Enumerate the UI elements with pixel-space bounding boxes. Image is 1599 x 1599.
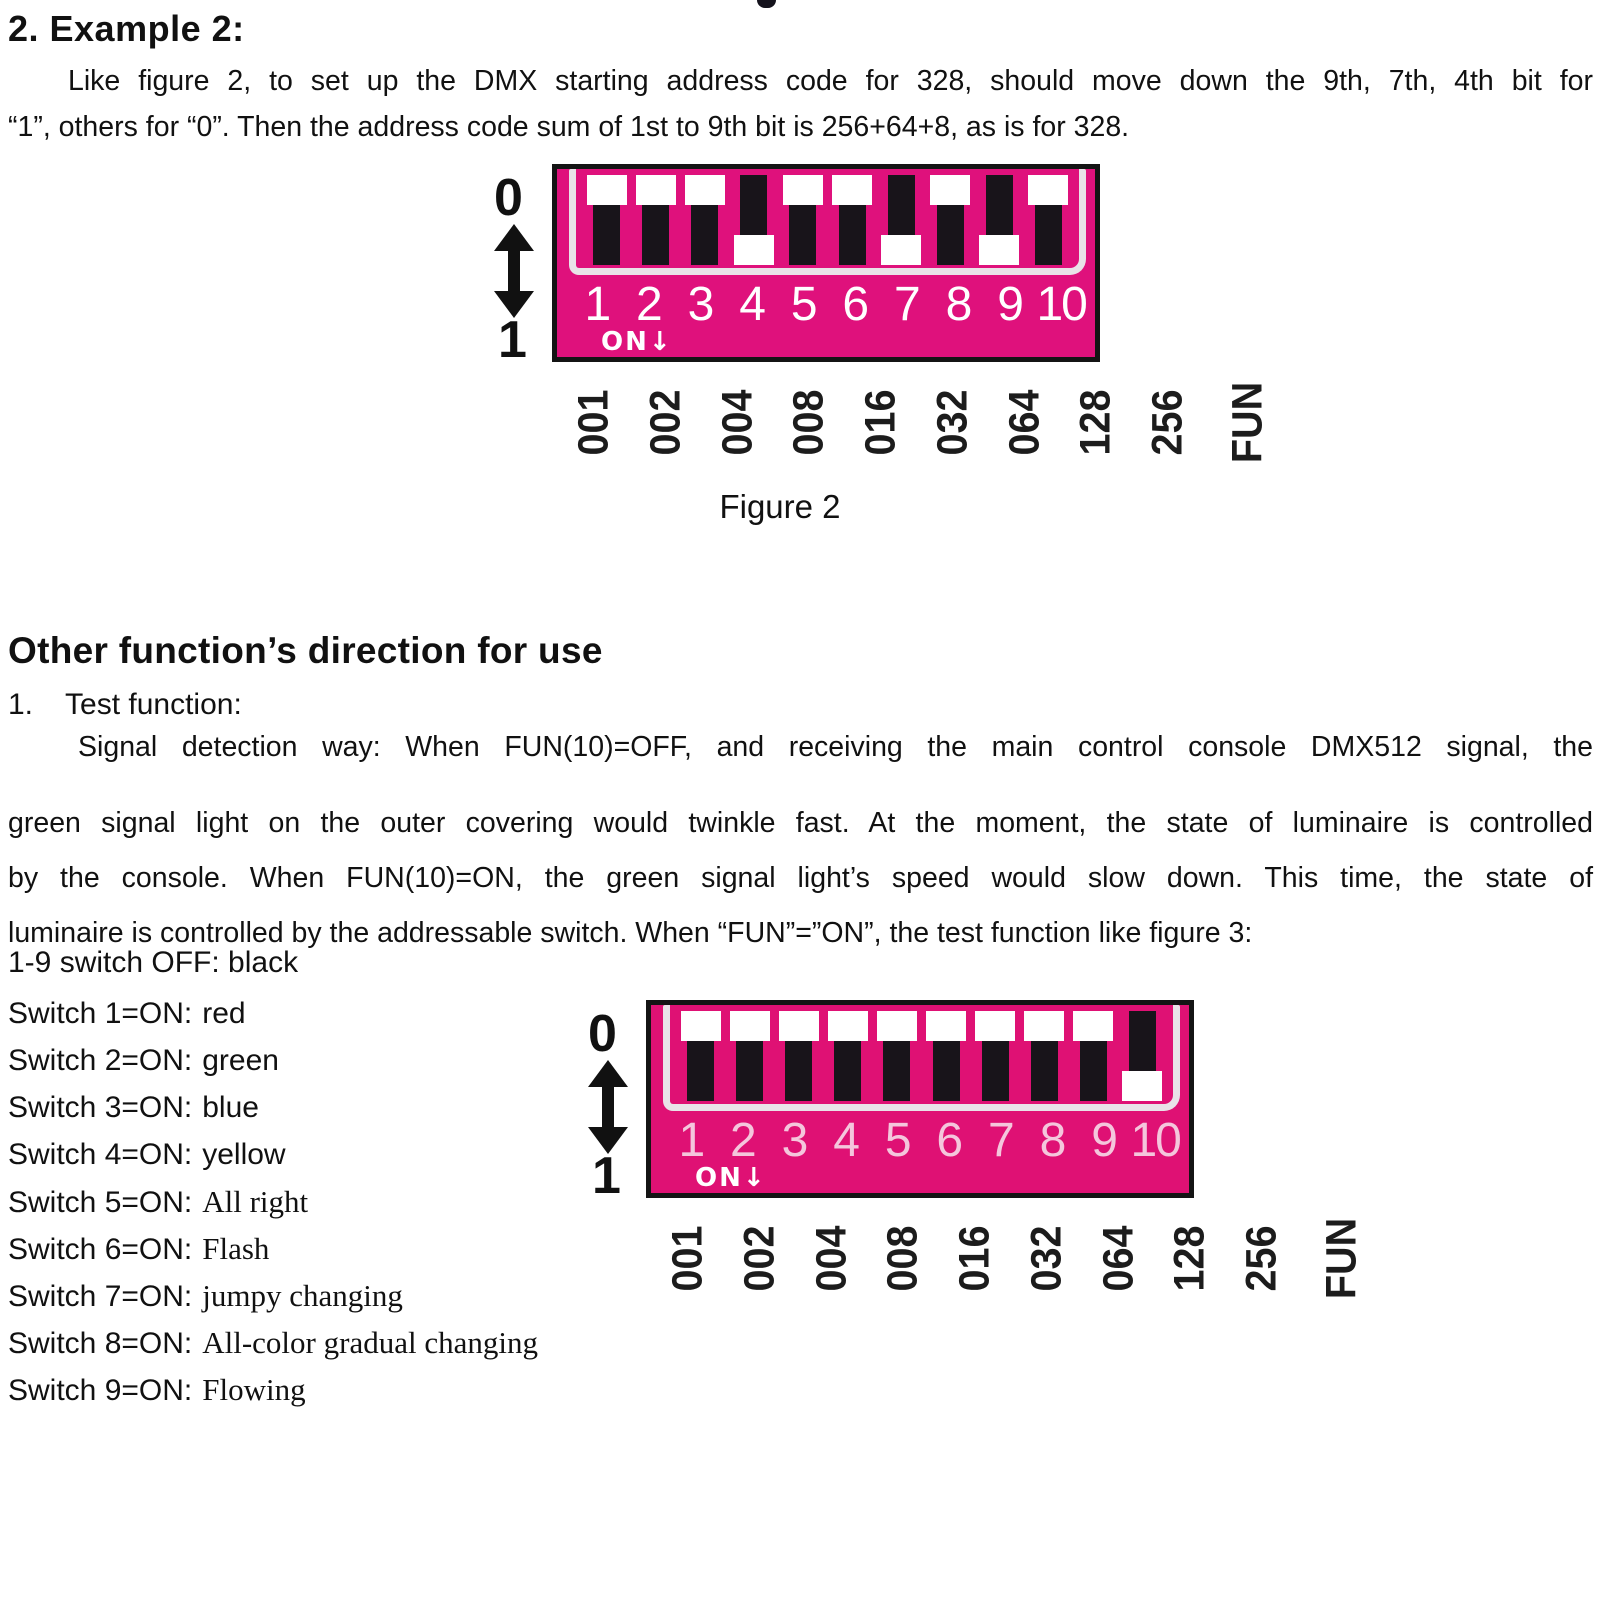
address-label: 064 — [999, 388, 1048, 456]
dip-switch-number: 4 — [833, 1114, 858, 1167]
switch-actuator — [834, 1041, 861, 1101]
dip-switch-number: 6 — [936, 1114, 962, 1167]
switch-actuator — [888, 175, 915, 235]
list-item-number: 1. — [8, 688, 34, 721]
address-label-cell — [1011, 1206, 1083, 1310]
switch-actuator — [1080, 1041, 1107, 1101]
list-item-title: Test function: — [65, 688, 242, 721]
switch-slot — [1024, 1011, 1064, 1041]
dip-switch-number: 9 — [997, 278, 1022, 331]
dip-switch-number: 3 — [687, 278, 713, 331]
switch-slot — [979, 235, 1019, 265]
address-label-cell — [917, 370, 989, 474]
figure-2-dip-diagram — [486, 164, 1272, 534]
switch-list-label: Switch 8=ON: — [8, 1327, 193, 1360]
switch-list-row — [8, 1368, 538, 1415]
dip-switch-2-off — [725, 1005, 774, 1104]
address-label-cell — [724, 1206, 796, 1310]
switch-actuator — [937, 205, 964, 265]
dip-switch-4-on — [729, 169, 778, 268]
dip-position-1-label: 1 — [592, 1147, 621, 1205]
switch-list-value: blue — [202, 1091, 259, 1124]
switch-actuator — [785, 1041, 812, 1101]
address-label: 256 — [1237, 1224, 1286, 1292]
switch-slot — [828, 1011, 868, 1041]
dip-switch-row — [670, 1005, 1173, 1104]
example-2-heading: 2. Example 2: — [8, 8, 245, 49]
dip-switch-number: 7 — [988, 1114, 1013, 1167]
dip-switch-7-off — [971, 1005, 1020, 1104]
switch-slot — [1028, 175, 1068, 205]
address-label-cell — [1060, 370, 1132, 474]
switch-list-value: green — [202, 1044, 279, 1077]
switch-list-label: Switch 1=ON: — [8, 997, 193, 1030]
dip-switch-numbers — [571, 279, 1087, 331]
switch-actuator — [789, 205, 816, 265]
switch-list-value: red — [202, 997, 246, 1030]
dip-switch-frame — [569, 169, 1086, 275]
dip-switch-5-off — [778, 169, 827, 268]
switch-actuator — [740, 175, 767, 235]
address-label-cell — [796, 1206, 868, 1310]
switch-list-value: Flowing — [202, 1372, 306, 1407]
address-label-cell — [845, 370, 917, 474]
dip-switch-6-off — [827, 169, 876, 268]
dip-switch-number: 6 — [842, 278, 868, 331]
switch-slot — [1122, 1071, 1162, 1101]
switch-list-row — [8, 1227, 538, 1274]
switch-slot — [877, 1011, 917, 1041]
address-label-cell — [558, 370, 630, 474]
dip-switch-9-off — [1069, 1005, 1118, 1104]
test-function-item — [8, 688, 242, 722]
switch-actuator — [1031, 1041, 1058, 1101]
switch-list-value: All right — [202, 1184, 309, 1219]
dip-address-value-labels — [646, 1206, 1366, 1310]
switch-slot — [783, 175, 823, 205]
dip-switch-3-off — [774, 1005, 823, 1104]
switch-list-label: Switch 6=ON: — [8, 1233, 193, 1266]
switch-slot — [734, 235, 774, 265]
paragraph-line: green signal light on the outer covering would twinkle fast. At the moment, the state of luminaire is controlled — [8, 807, 1593, 839]
address-label-cell — [939, 1206, 1011, 1310]
switch-actuator — [736, 1041, 763, 1101]
address-label: 001 — [663, 1224, 712, 1292]
switch-slot — [1073, 1011, 1113, 1041]
address-label-cell — [1154, 1206, 1226, 1310]
address-label: 032 — [1022, 1224, 1071, 1292]
dip-switch-body — [552, 164, 1100, 362]
test-function-paragraph — [8, 724, 1593, 961]
switch-actuator — [1129, 1011, 1156, 1071]
switch-slot — [685, 175, 725, 205]
switch-slot — [779, 1011, 819, 1041]
switch-slot — [681, 1011, 721, 1041]
switch-actuator — [933, 1041, 960, 1101]
switch-list-label: Switch 3=ON: — [8, 1091, 193, 1124]
switch-actuator — [691, 205, 718, 265]
switch-list-value: jumpy changing — [202, 1278, 403, 1313]
dip-switch-8-off — [1020, 1005, 1069, 1104]
dip-position-0-label: 0 — [588, 1005, 617, 1063]
switch-slot — [881, 235, 921, 265]
switch-list-value: Flash — [202, 1231, 270, 1266]
paragraph-line: Signal detection way: When FUN(10)=OFF, and receiving the main control console DMX512 signal, the — [78, 731, 1593, 763]
switch-slot — [926, 1011, 966, 1041]
switch-actuator — [883, 1041, 910, 1101]
address-label: 256 — [1143, 388, 1192, 456]
address-label: 032 — [928, 388, 977, 456]
address-label-cell — [1132, 370, 1204, 474]
switch-slot — [730, 1011, 770, 1041]
dip-switch-frame — [663, 1005, 1180, 1111]
dip-on-direction-label: ON↓ — [601, 327, 673, 357]
dip-switch-10-off — [1024, 169, 1073, 268]
dip-switch-number: 5 — [790, 278, 816, 331]
dip-switch-3-off — [680, 169, 729, 268]
address-label: 001 — [569, 388, 618, 456]
switch-list-label: Switch 7=ON: — [8, 1280, 193, 1313]
address-label: 002 — [641, 388, 690, 456]
address-label: 002 — [735, 1224, 784, 1292]
dip-switch-body — [646, 1000, 1194, 1198]
address-label-cell — [1083, 1206, 1155, 1310]
figure-2-caption: Figure 2 — [719, 488, 841, 525]
dip-switch-4-off — [823, 1005, 872, 1104]
dip-switch-8-off — [926, 169, 975, 268]
switch-list-row — [8, 992, 538, 1039]
switch-list-label: Switch 5=ON: — [8, 1186, 193, 1219]
switch-actuator — [982, 1041, 1009, 1101]
switch-list-row — [8, 1180, 538, 1227]
dip-switch-number: 4 — [739, 278, 764, 331]
address-label: 016 — [950, 1224, 999, 1292]
dip-switch-number: 2 — [636, 278, 661, 331]
address-label-cell — [773, 370, 845, 474]
switch-slot — [587, 175, 627, 205]
dip-switch-number: 8 — [945, 278, 971, 331]
example-2-paragraph — [8, 58, 1593, 150]
dip-switch-number: 1 — [678, 1114, 704, 1167]
address-label-cell — [989, 370, 1061, 474]
switch-slot — [832, 175, 872, 205]
dip-switch-9-on — [975, 169, 1024, 268]
address-label: FUN — [1317, 1217, 1366, 1299]
switch-slot — [636, 175, 676, 205]
dip-switch-6-off — [921, 1005, 970, 1104]
dip-switch-row — [576, 169, 1079, 268]
address-label-cell — [1298, 1206, 1386, 1310]
other-functions-heading: Other function’s direction for use — [8, 630, 603, 671]
address-label-cell — [702, 370, 774, 474]
dip-switch-1-off — [676, 1005, 725, 1104]
address-label: 004 — [712, 388, 761, 456]
dip-switch-2-off — [631, 169, 680, 268]
dip-switch-number: 10 — [1036, 278, 1086, 331]
switch-actuator — [986, 175, 1013, 235]
switch-actuator — [642, 205, 669, 265]
dip-position-0-label: 0 — [494, 169, 523, 227]
address-label-cell — [1226, 1206, 1298, 1310]
switch-function-list — [8, 992, 538, 1415]
address-label-cell — [867, 1206, 939, 1310]
dip-position-1-label: 1 — [498, 311, 527, 369]
switch-list-value: All-color gradual changing — [202, 1325, 538, 1360]
address-label: 008 — [784, 388, 833, 456]
address-label: 008 — [878, 1224, 927, 1292]
switch-list-value: yellow — [202, 1138, 286, 1171]
address-label-cell — [652, 1206, 724, 1310]
dip-switch-7-on — [877, 169, 926, 268]
address-label-cell — [1204, 370, 1292, 474]
switch-list-row — [8, 1321, 538, 1368]
address-label: 004 — [806, 1224, 855, 1292]
dip-switch-number: 8 — [1039, 1114, 1065, 1167]
up-down-arrow-icon — [585, 1060, 631, 1154]
dip-switch-number: 9 — [1091, 1114, 1116, 1167]
address-label: 016 — [856, 388, 905, 456]
paragraph-line: by the console. When FUN(10)=ON, the green signal light’s speed would slow down. This time, the state of — [8, 862, 1593, 894]
paragraph-line: Like figure 2, to set up the DMX starting address code for 328, should move down the 9th, 7th, 4th bit for — [68, 65, 1593, 97]
dip-switch-5-off — [872, 1005, 921, 1104]
switch-list-row — [8, 1133, 538, 1180]
switch-list-label: Switch 2=ON: — [8, 1044, 193, 1077]
dip-switch-10-on — [1118, 1005, 1167, 1104]
address-label-cell — [630, 370, 702, 474]
switch-list-label: Switch 9=ON: — [8, 1374, 193, 1407]
switch-list-label: Switch 4=ON: — [8, 1138, 193, 1171]
switch-actuator — [593, 205, 620, 265]
address-label: 128 — [1071, 388, 1120, 456]
dip-switch-number: 5 — [884, 1114, 910, 1167]
paragraph-line: luminaire is controlled by the addressable switch. When “FUN”=”ON”, the test function like figure 3: — [8, 917, 1253, 949]
dip-switch-number: 7 — [894, 278, 919, 331]
up-down-arrow-icon — [491, 224, 537, 318]
dip-switch-number: 2 — [730, 1114, 755, 1167]
switch-actuator — [687, 1041, 714, 1101]
address-label: 064 — [1093, 1224, 1142, 1292]
switch-off-line: 1-9 switch OFF: black — [8, 946, 299, 979]
switch-actuator — [1035, 205, 1062, 265]
address-label: FUN — [1223, 381, 1272, 463]
switch-list-row — [8, 1274, 538, 1321]
switch-list-row — [8, 1086, 538, 1133]
dip-switch-number: 1 — [584, 278, 610, 331]
cutoff-text-fragment — [757, 0, 776, 8]
switch-slot — [930, 175, 970, 205]
dip-on-direction-label: ON↓ — [695, 1163, 767, 1193]
dip-switch-1-off — [582, 169, 631, 268]
switch-slot — [975, 1011, 1015, 1041]
switch-actuator — [839, 205, 866, 265]
paragraph-line: “1”, others for “0”. Then the address code sum of 1st to 9th bit is 256+64+8, as is for 328. — [8, 111, 1130, 143]
address-label: 128 — [1165, 1224, 1214, 1292]
dip-switch-number: 3 — [781, 1114, 807, 1167]
switch-list-row — [8, 1039, 538, 1086]
dip-switch-number: 10 — [1130, 1114, 1180, 1167]
figure-3-dip-diagram — [580, 1000, 1366, 1330]
dip-address-value-labels — [552, 370, 1272, 474]
dip-switch-numbers — [665, 1115, 1181, 1167]
